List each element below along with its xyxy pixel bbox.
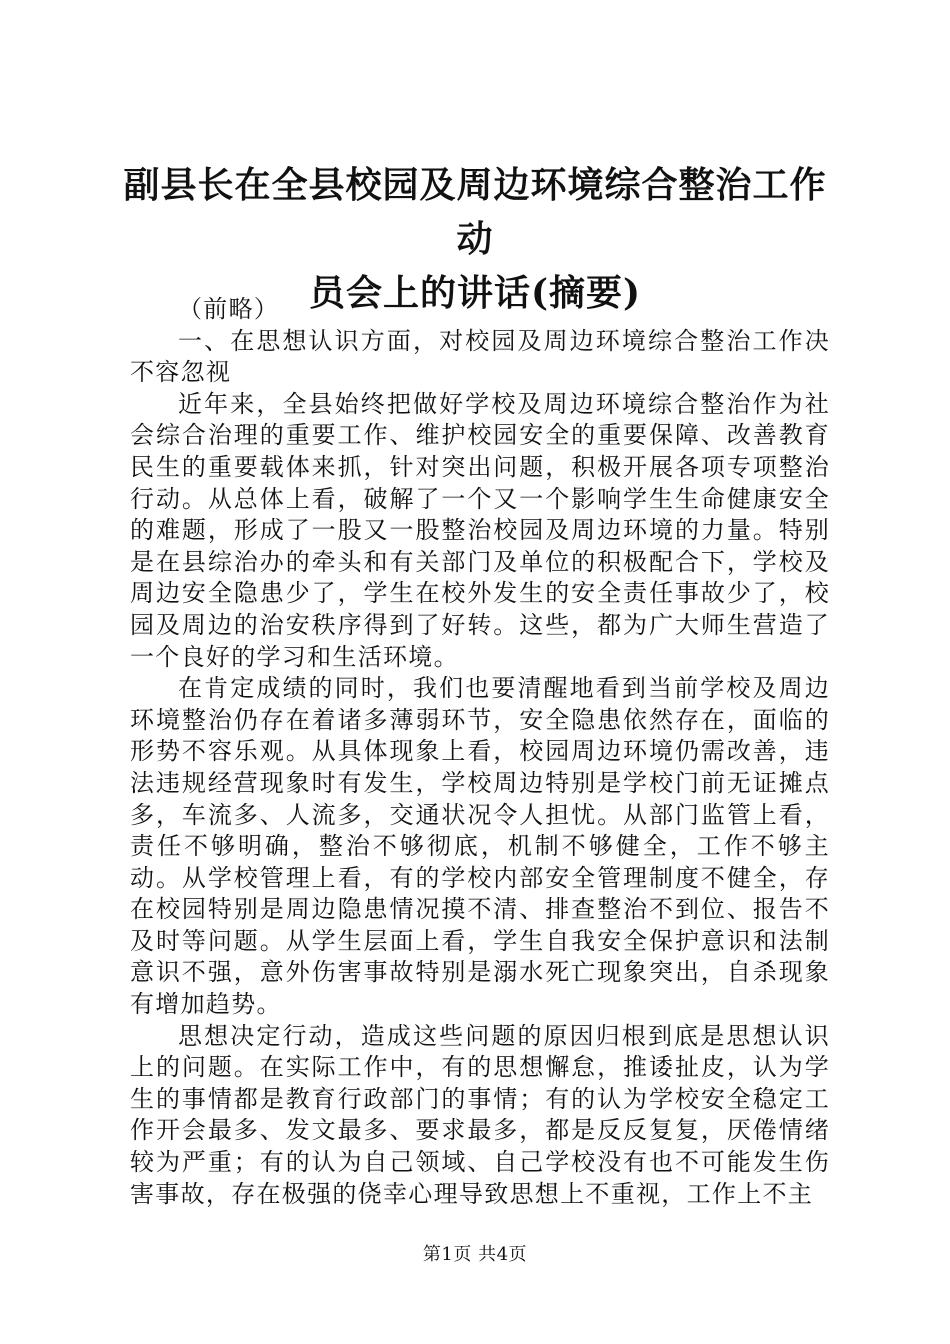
title-line-1: 副县长在全县校园及周边环境综合整治工作动 xyxy=(123,164,827,260)
page-footer xyxy=(0,1243,950,1267)
paragraph-preface: （前略） xyxy=(178,295,280,323)
paragraph: 思想决定行动，造成这些问题的原因归根到底是思想认识上的问题。在实际工作中，有的思想懈怠，推诿扯皮，认为学生的事情都是教育行政部门的事情；有的认为学校安全稳定工作开会最多、发文最多、要求最多，都是反反复复，厌倦情绪较为严重；有的认为自己领域、自己学校没有也不可能发生伤害事故，存在极强的侥幸心理导致思想上不重视，工作上不主 xyxy=(130,1021,830,1208)
page-indicator: 第1页 共4页 xyxy=(422,1244,528,1265)
section-heading-1: 一、在思想认识方面，对校园及周边环境综合整治工作决不容忽视 xyxy=(130,326,830,387)
paragraph: 近年来，全县始终把做好学校及周边环境综合整治作为社会综合治理的重要工作、维护校园安全的重要保障、改善教育民生的重要载体来抓，针对突出问题，积极开展各项专项整治行动。从总体上看，破解了一个又一个影响学生生命健康安全的难题，形成了一股又一股整治校园及周边环境的力量。特别是在县综治办的牵头和有关部门及单位的积极配合下，学校及周边安全隐患少了，学生在校外发生的安全责任事故少了，校园及周边的治安秩序得到了好转。这些，都为广大师生营造了一个良好的学习和生活环境。 xyxy=(130,389,830,671)
paragraph: 在肯定成绩的同时，我们也要清醒地看到当前学校及周边环境整治仍存在着诸多薄弱环节，安全隐患依然存在，面临的形势不容乐观。从具体现象上看，校园周边环境仍需改善，违法违规经营现象时有发生，学校周边特别是学校门前无证摊点多，车流多、人流多，交通状况令人担忧。从部门监管上看，责任不够明确，整治不够彻底，机制不够健全，工作不够主动。从学校管理上看，有的学校内部安全管理制度不健全，存在校园特别是周边隐患情况摸不清、排查整治不到位、报告不及时等问题。从学生层面上看，学生自我安全保护意识和法制意识不强，意外伤害事故特别是溺水死亡现象突出，自杀现象有增加趋势。 xyxy=(130,674,830,1019)
title-line-2: 员会上的讲话(摘要) xyxy=(308,272,642,314)
document-body xyxy=(130,294,830,1210)
